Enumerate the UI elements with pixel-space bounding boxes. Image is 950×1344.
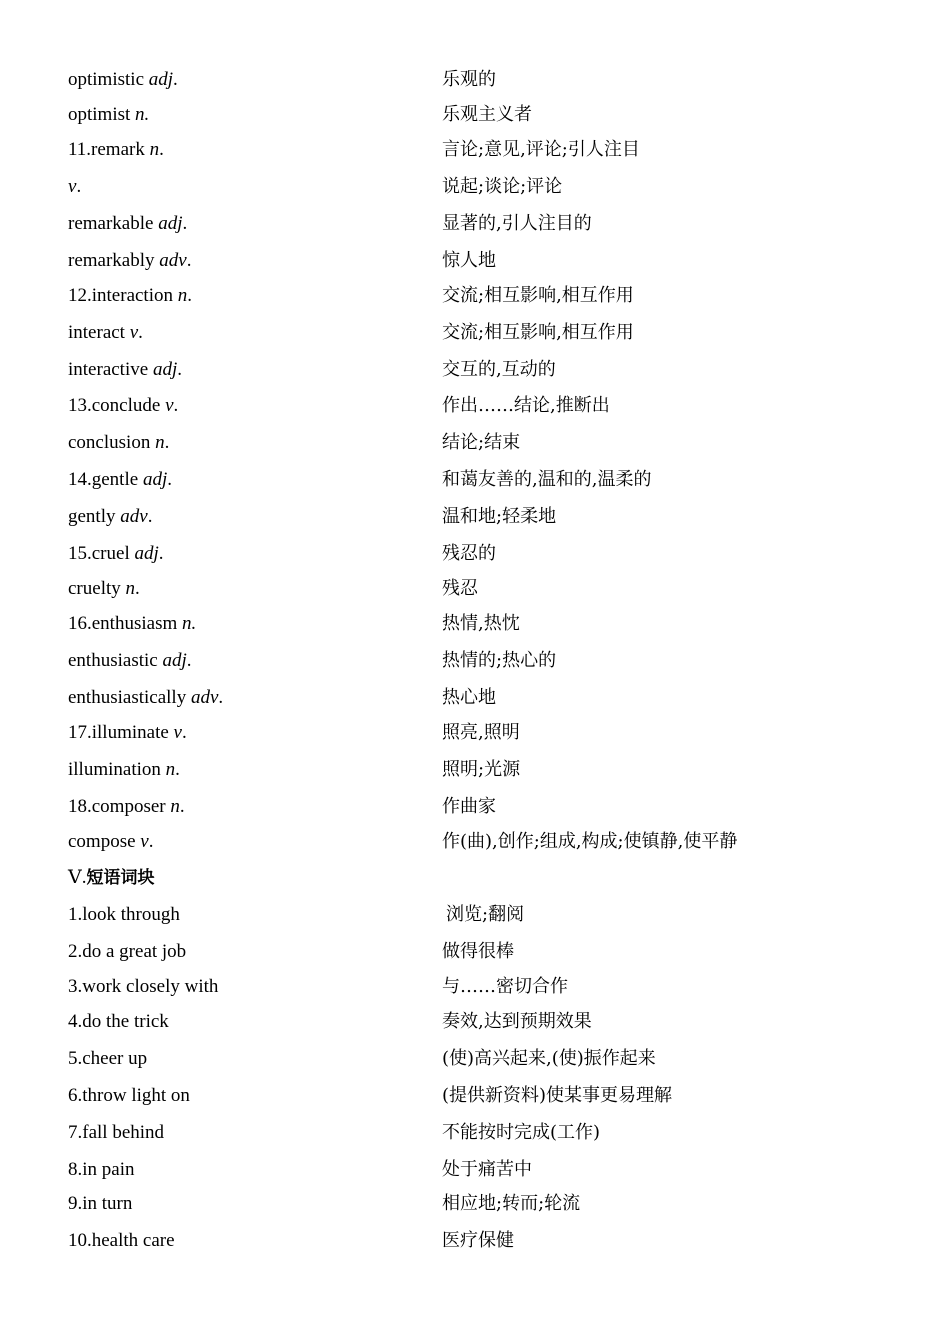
- vocab-row-8: [0, 321, 950, 345]
- vocab-row-18: [0, 686, 950, 710]
- phrase-text: 6.throw light on: [68, 1085, 190, 1106]
- vocab-meaning: 乐观的: [442, 69, 496, 90]
- phrase-text: 2.do a great job: [68, 941, 187, 962]
- vocab-meaning: 热情,热忱: [442, 613, 520, 634]
- vocab-meaning: 交流;相互影响,相互作用: [442, 285, 634, 306]
- vocab-word: gently adv.: [68, 506, 153, 527]
- phrase-meaning: (提供新资料)使某事更易理解: [442, 1085, 673, 1106]
- phrase-row-6: [0, 1084, 950, 1108]
- section-heading: [68, 866, 154, 890]
- vocab-meaning: 残忍: [442, 578, 478, 599]
- phrase-text: 3.work closely with: [68, 976, 219, 997]
- vocab-word: 13.conclude v.: [68, 395, 179, 416]
- vocab-meaning: 作出……结论,推断出: [442, 395, 610, 416]
- phrase-meaning: 做得很棒: [442, 941, 514, 962]
- vocab-row-17: [0, 649, 950, 673]
- vocab-meaning: 结论;结束: [442, 432, 521, 453]
- phrase-row-8: [0, 1158, 950, 1182]
- vocab-meaning: 温和地;轻柔地: [442, 506, 557, 527]
- phrase-text: 4.do the trick: [68, 1011, 169, 1032]
- phrase-meaning: 浏览;翻阅: [446, 904, 525, 925]
- vocab-row-11: [0, 431, 950, 455]
- phrase-row-5: [0, 1047, 950, 1071]
- vocab-word: 14.gentle adj.: [68, 469, 172, 490]
- vocab-meaning: 热心地: [442, 687, 496, 708]
- vocab-word: 16.enthusiasm n.: [68, 613, 197, 634]
- vocab-word: conclusion n.: [68, 432, 170, 453]
- phrase-row-10: [0, 1229, 950, 1253]
- phrase-meaning: 处于痛苦中: [442, 1159, 532, 1180]
- phrase-text: 10.health care: [68, 1230, 175, 1251]
- vocab-meaning: 和蔼友善的,温和的,温柔的: [442, 469, 652, 490]
- phrase-text: 1.look through: [68, 904, 180, 925]
- vocab-row-4: [0, 175, 950, 199]
- phrase-meaning: (使)高兴起来,(使)振作起来: [442, 1048, 656, 1069]
- vocab-row-10: [0, 394, 950, 418]
- phrase-meaning: 不能按时完成(工作): [442, 1122, 601, 1143]
- vocab-row-12: [0, 468, 950, 492]
- vocab-word: optimist n.: [68, 104, 150, 125]
- phrase-row-4: [0, 1010, 950, 1034]
- vocab-word: v.: [68, 176, 82, 197]
- vocab-row-5: [0, 212, 950, 236]
- vocab-row-9: [0, 358, 950, 382]
- phrase-text: 9.in turn: [68, 1193, 133, 1214]
- vocab-word: enthusiastic adj.: [68, 650, 192, 671]
- vocab-row-21: [0, 795, 950, 819]
- phrase-meaning: 相应地;转而;轮流: [442, 1193, 581, 1214]
- vocab-meaning: 作曲家: [442, 796, 496, 817]
- vocab-row-2: [0, 103, 950, 127]
- vocab-word: 18.composer n.: [68, 796, 185, 817]
- vocab-row-20: [0, 758, 950, 782]
- vocab-meaning: 乐观主义者: [442, 104, 532, 125]
- vocab-word: illumination n.: [68, 759, 180, 780]
- vocab-row-22: [0, 830, 950, 854]
- vocab-row-6: [0, 249, 950, 273]
- phrase-row-7: [0, 1121, 950, 1145]
- phrase-meaning: 与……密切合作: [442, 976, 568, 997]
- vocab-word: 17.illuminate v.: [68, 722, 187, 743]
- vocab-word: interact v.: [68, 322, 143, 343]
- vocab-meaning: 作(曲),创作;组成,构成;使镇静,使平静: [442, 831, 738, 852]
- vocab-row-1: [0, 68, 950, 92]
- phrase-meaning: 奏效,达到预期效果: [442, 1011, 592, 1032]
- vocab-meaning: 交流;相互影响,相互作用: [442, 322, 634, 343]
- vocab-row-7: [0, 284, 950, 308]
- vocab-row-15: [0, 577, 950, 601]
- vocab-word: 12.interaction n.: [68, 285, 192, 306]
- vocab-word: 11.remark n.: [68, 139, 164, 160]
- vocab-word: cruelty n.: [68, 578, 140, 599]
- vocab-word: compose v.: [68, 831, 154, 852]
- vocab-meaning: 热情的;热心的: [442, 650, 557, 671]
- vocab-word: enthusiastically adv.: [68, 687, 224, 708]
- vocab-meaning: 言论;意见,评论;引人注目: [442, 139, 640, 160]
- vocab-row-16: [0, 612, 950, 636]
- vocab-word: remarkably adv.: [68, 250, 192, 271]
- vocab-row-19: [0, 721, 950, 745]
- vocab-word: interactive adj.: [68, 359, 182, 380]
- vocab-row-3: [0, 138, 950, 162]
- phrase-text: 7.fall behind: [68, 1122, 165, 1143]
- vocab-word: 15.cruel adj.: [68, 543, 164, 564]
- section-numeral: Ⅴ.: [68, 867, 87, 888]
- vocab-meaning: 照亮,照明: [442, 722, 520, 743]
- phrase-row-3: [0, 975, 950, 999]
- vocab-meaning: 交互的,互动的: [442, 359, 556, 380]
- vocab-meaning: 说起;谈论;评论: [442, 176, 563, 197]
- vocab-meaning: 惊人地: [442, 250, 496, 271]
- vocab-word: optimistic adj.: [68, 69, 178, 90]
- vocab-meaning: 残忍的: [442, 543, 496, 564]
- phrase-row-1: [0, 903, 950, 927]
- phrase-row-9: [0, 1192, 950, 1216]
- vocab-word: remarkable adj.: [68, 213, 188, 234]
- vocab-meaning: 照明;光源: [442, 759, 521, 780]
- vocab-row-13: [0, 505, 950, 529]
- vocab-row-14: [0, 542, 950, 566]
- section-title: 短语词块: [86, 868, 155, 888]
- phrase-row-2: [0, 940, 950, 964]
- phrase-meaning: 医疗保健: [442, 1230, 514, 1251]
- vocab-meaning: 显著的,引人注目的: [442, 213, 592, 234]
- phrase-text: 5.cheer up: [68, 1048, 148, 1069]
- phrase-text: 8.in pain: [68, 1159, 135, 1180]
